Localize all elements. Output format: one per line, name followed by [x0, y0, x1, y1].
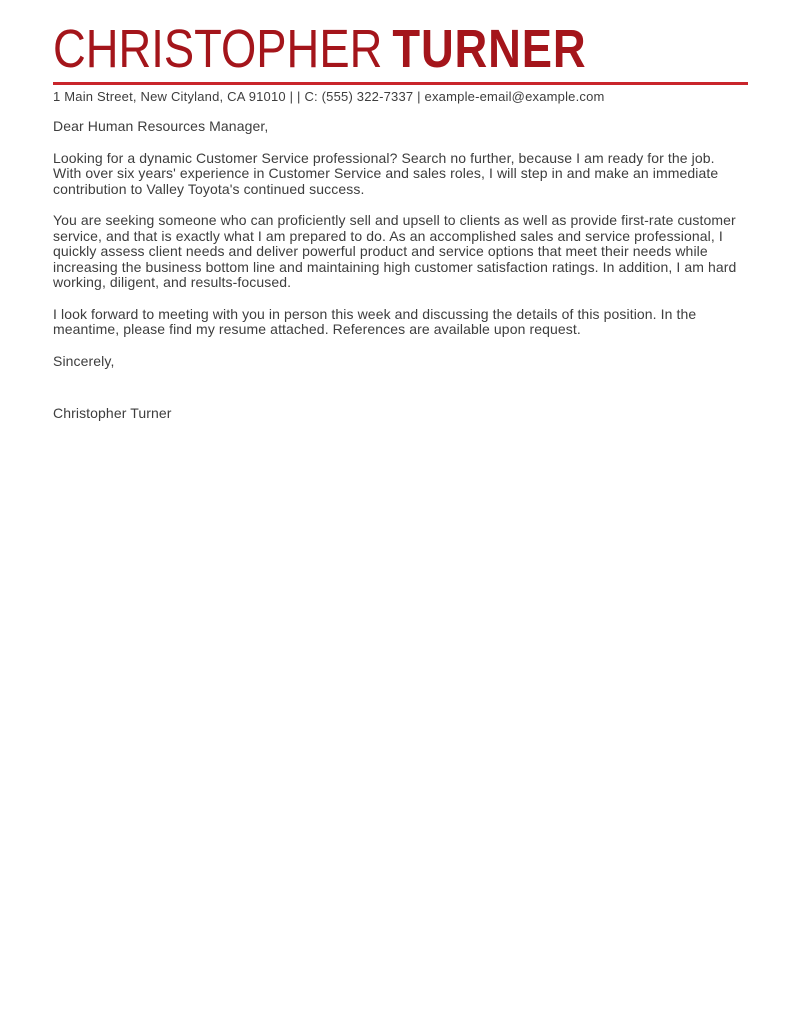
- contact-info-line: 1 Main Street, New Cityland, CA 91010 | | C: (555) 322-7337 | example-email@example.com: [53, 89, 605, 104]
- salutation: Dear Human Resources Manager,: [53, 118, 269, 134]
- paragraph-qualifications: You are seeking someone who can proficiently sell and upsell to clients as well as provide first-rate customer service, and that is exactly what I am prepared to do. As an accomplished sales and service professional, I quickly assess client needs and deliver powerful product and service options that meet their needs while increasing the business bottom line and maintaining high customer satisfaction ratings. In addition, I am hard working, diligent, and results-focused.: [53, 212, 737, 290]
- letterhead: [53, 19, 745, 104]
- header-divider-rule: [53, 82, 748, 85]
- signature-name: Christopher Turner: [53, 405, 172, 421]
- person-name: [53, 19, 634, 79]
- letter-body: [53, 119, 745, 422]
- paragraph-call-to-action: I look forward to meeting with you in person this week and discussing the details of this position. In the meantime, please find my resume attached. References are available upon request.: [53, 305, 697, 337]
- paragraph-intro: Looking for a dynamic Customer Service professional? Search no further, because I am ready for the job. With over six years' experience in Customer Service and sales roles, I will step in and make an immediate contribution to Valley Toyota's continued success.: [53, 149, 719, 197]
- closing-salutation: Sincerely,: [53, 352, 115, 369]
- last-name: TURNER: [392, 19, 587, 79]
- first-name: CHRISTOPHER: [53, 19, 383, 79]
